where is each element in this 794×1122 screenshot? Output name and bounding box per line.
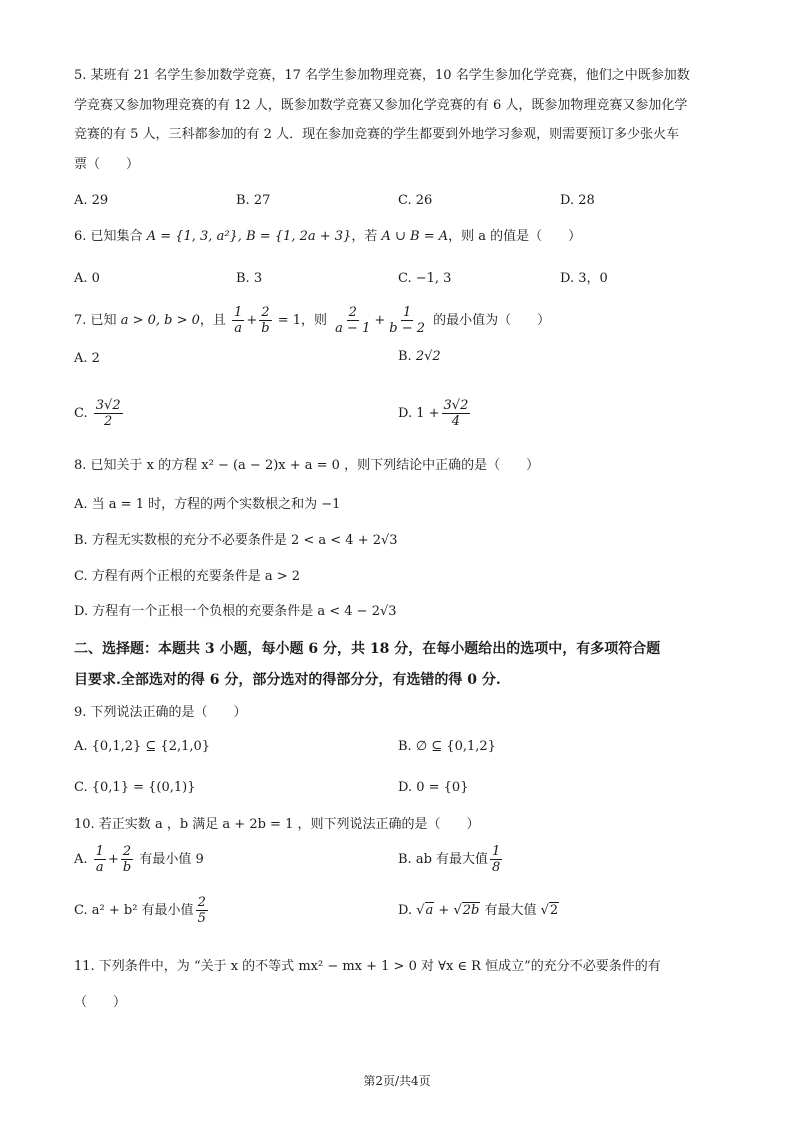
q9-option-b: B. ∅ ⊆ {0,1,2} bbox=[398, 739, 496, 754]
q7-option-d: D. 1 + $\frac{3√2}{4}$ bbox=[398, 398, 469, 429]
q5-line-4: 票（ ） bbox=[74, 157, 140, 172]
q7-fraction-4: $\frac{1}{b - 2}$ bbox=[389, 305, 425, 336]
q8-stem: 8. 已知关于 x 的方程 x² − (a − 2)x + a = 0 ，则下列结论中正确的是（ ） bbox=[74, 458, 540, 473]
q10-option-c: C. a² + b² 有最小值 $\frac{2}{5}$ bbox=[74, 895, 206, 926]
q6-option-d: D. 3，0 bbox=[560, 271, 608, 286]
q7-fraction-2: $\frac{2}{b}$ bbox=[261, 305, 270, 336]
q7-option-c: C. $\frac{3√2}{2}$ bbox=[74, 398, 121, 429]
q10-option-d: D. √a + √2b 有最大值 √2 bbox=[398, 903, 559, 918]
q5-option-d: D. 28 bbox=[560, 193, 595, 208]
q7-then: ，则 bbox=[301, 313, 328, 328]
page-number: 第2页/共4页 bbox=[363, 1074, 431, 1088]
q6-stem bbox=[74, 228, 581, 246]
q7-fraction-1: $\frac{1}{a}$ bbox=[234, 305, 243, 336]
q10-option-a-fraction-2: $\frac{2}{b}$ bbox=[122, 844, 132, 875]
q7-option-b: B. 2√2 bbox=[398, 349, 441, 364]
q9-option-d: D. 0 = {0} bbox=[398, 780, 469, 795]
q8-option-c: C. 方程有两个正根的充要条件是 a > 2 bbox=[74, 569, 301, 584]
q5-line-3: 竞赛的有 5 人，三科都参加的有 2 人．现在参加竞赛的学生都要到外地学习参观，则需要预订多少张火车 bbox=[74, 127, 680, 142]
q7-eq-tail: = 1 bbox=[277, 313, 301, 328]
q8-option-b: B. 方程无实数根的充分不必要条件是 2 < a < 4 + 2√3 bbox=[74, 533, 398, 548]
q7-prefix: 7. 已知 bbox=[74, 313, 117, 328]
q5-line-1: 5. 某班有 21 名学生参加数学竞赛，17 名学生参加物理竞赛，10 名学生参加化学竞赛，他们之中既参加数 bbox=[74, 68, 690, 83]
q10-option-b-fraction: $\frac{1}{8}$ bbox=[492, 844, 501, 875]
q7-stem: 7. 已知 a > 0, b > 0，且 $\frac{1}{a}$ + $\frac{2}{b}$ = 1，则 $\frac{2}{a - 1}$ + $\frac{1}{b - 2}$ 的最小值为（ ） bbox=[74, 305, 551, 336]
q6-option-a: A. 0 bbox=[74, 271, 100, 286]
q6-option-c: C. −1, 3 bbox=[398, 271, 452, 286]
q6-suffix: ，则 a 的值是（ ） bbox=[448, 229, 582, 244]
q11-line-2: （ ） bbox=[74, 995, 127, 1010]
section-2-heading-line-2: 目要求.全部选对的得 6 分，部分选对的得部分分，有选错的得 0 分. bbox=[74, 672, 501, 688]
q5-option-b: B. 27 bbox=[236, 193, 271, 208]
q6-option-b: B. 3 bbox=[236, 271, 263, 286]
q10-option-b: B. ab 有最大值 $\frac{1}{8}$ bbox=[398, 844, 501, 875]
q9-stem: 9. 下列说法正确的是（ ） bbox=[74, 705, 247, 720]
q10-option-a-fraction-1: $\frac{1}{a}$ bbox=[95, 844, 104, 875]
q7-fraction-3: $\frac{2}{a - 1}$ bbox=[335, 305, 371, 336]
q6-middle: ，若 bbox=[351, 229, 378, 244]
q6-sets: A = {1, 3, a²}, B = {1, 2a + 3} bbox=[146, 229, 352, 244]
q6-prefix: 6. 已知集合 bbox=[74, 229, 143, 244]
q7-and: ，且 bbox=[199, 313, 226, 328]
q5-option-a: A. 29 bbox=[74, 193, 109, 208]
q10-option-c-fraction: $\frac{2}{5}$ bbox=[197, 895, 206, 926]
q10-option-a: A. $\frac{1}{a}$ + $\frac{2}{b}$ 有最小值 9 bbox=[74, 844, 204, 875]
q10-stem: 10. 若正实数 a ，b 满足 a + 2b = 1 ，则下列说法正确的是（ ） bbox=[74, 817, 480, 832]
q8-option-d: D. 方程有一个正根一个负根的充要条件是 a < 4 − 2√3 bbox=[74, 604, 397, 619]
q9-option-a: A. {0,1,2} ⊆ {2,1,0} bbox=[74, 739, 211, 754]
q7-option-c-fraction: $\frac{3√2}{2}$ bbox=[95, 398, 121, 429]
q7-option-b-value: 2√2 bbox=[415, 349, 441, 364]
q7-condition: a > 0, b > 0 bbox=[120, 313, 200, 328]
q6-condition: A ∪ B = A bbox=[381, 229, 449, 244]
q7-suffix: 的最小值为（ ） bbox=[433, 313, 551, 328]
q11-line-1: 11. 下列条件中，为 “关于 x 的不等式 mx² − mx + 1 > 0 对 ∀x ∈ R 恒成立”的充分不必要条件的有 bbox=[74, 959, 661, 974]
q8-option-a: A. 当 a = 1 时，方程的两个实数根之和为 −1 bbox=[74, 497, 341, 512]
q5-option-c: C. 26 bbox=[398, 193, 433, 208]
q5-line-2: 学竞赛又参加物理竞赛的有 12 人，既参加数学竞赛又参加化学竞赛的有 6 人，既参加物理竞赛又参加化学 bbox=[74, 98, 688, 113]
q7-option-d-fraction: $\frac{3√2}{4}$ bbox=[443, 398, 469, 429]
section-2-heading-line-1: 二、选择题：本题共 3 小题，每小题 6 分，共 18 分，在每小题给出的选项中，有多项符合题 bbox=[74, 641, 661, 657]
q7-option-a: A. 2 bbox=[74, 351, 100, 366]
q9-option-c: C. {0,1} = {(0,1)} bbox=[74, 780, 196, 795]
